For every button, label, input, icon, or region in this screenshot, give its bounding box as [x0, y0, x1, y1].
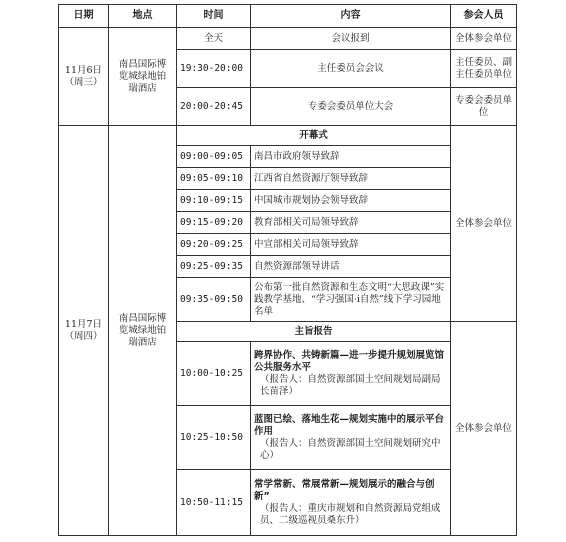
content-cell: 自然资源部领导讲话: [251, 256, 451, 278]
talk-title: 蓝图已绘、落地生花—规划实施中的展示平台作用: [254, 413, 445, 437]
time-cell: 10:00-10:25: [177, 342, 251, 406]
content-cell: 江西省自然资源厅领导致辞: [251, 168, 451, 190]
keynote-content-cell: [251, 406, 451, 470]
date-day2-line1: 11月7日: [64, 318, 103, 330]
schedule-table: [58, 4, 517, 536]
time-cell: 09:00-09:05: [177, 146, 251, 168]
time-cell: 09:15-09:20: [177, 212, 251, 234]
table-row: [59, 28, 517, 50]
content-cell: 公布第一批自然资源和生态文明“大思政课”实践教学基地、“学习强国·i自然”线下学习园地名单: [251, 278, 451, 322]
time-cell: 20:00-20:45: [177, 88, 251, 126]
keynote-content-cell: [251, 342, 451, 406]
venue-day1-line2: 览城绿地铂: [118, 70, 167, 82]
time-cell: 全天: [177, 28, 251, 50]
time-cell: 09:10-09:15: [177, 190, 251, 212]
keynote-content-cell: [251, 470, 451, 536]
content-cell: 专委会委员单位大会: [251, 88, 451, 126]
date-day1-line2: （周三）: [64, 76, 103, 88]
attendees-cell: 专委会委员单位: [451, 88, 517, 126]
header-attendees: 参会人员: [451, 5, 517, 28]
venue-day2-line3: 瑞酒店: [128, 336, 157, 348]
venue-cell-day2: [109, 126, 177, 536]
table-row: [59, 126, 517, 146]
content-cell: 中宣部相关司局领导致辞: [251, 234, 451, 256]
content-cell: 南昌市政府领导致辞: [251, 146, 451, 168]
venue-cell-day1: [109, 28, 177, 126]
date-cell-day1: [59, 28, 109, 126]
attendees-cell: 全体参会单位: [451, 28, 517, 50]
keynote-section-title: 主旨报告: [177, 322, 451, 342]
talk-title: 常学常新、常展常新—规划展示的融合与创新”: [254, 478, 435, 502]
header-time: 时间: [177, 5, 251, 28]
opening-section-title: 开幕式: [177, 126, 451, 146]
content-cell: 中国城市规划协会领导致辞: [251, 190, 451, 212]
time-cell: 10:50-11:15: [177, 470, 251, 536]
time-cell: 19:30-20:00: [177, 50, 251, 88]
attendees-cell: 主任委员、副主任委员单位: [451, 50, 517, 88]
header-venue: 地点: [109, 5, 177, 28]
talk-reporter: （报告人：重庆市规划和自然资源局党组成员、二级巡视员桑东升）: [260, 502, 441, 526]
table-header-row: [59, 5, 517, 28]
content-cell: 教育部相关司局领导致辞: [251, 212, 451, 234]
time-cell: 09:20-09:25: [177, 234, 251, 256]
header-content: 内容: [251, 5, 451, 28]
venue-day1-line1: 南昌国际博: [118, 58, 167, 70]
time-cell: 09:35-09:50: [177, 278, 251, 322]
date-cell-day2: [59, 126, 109, 536]
date-day2-line2: （周四）: [64, 330, 103, 342]
venue-day2-line1: 南昌国际博: [118, 312, 167, 324]
keynote-attendees-cell: 全体参会单位: [451, 322, 517, 536]
opening-attendees-cell: 全体参会单位: [451, 126, 517, 322]
date-day1-line1: 11月6日: [64, 64, 103, 76]
talk-title: 跨界协作、共铸新篇—进一步提升规划展览馆公共服务水平: [254, 349, 445, 373]
time-cell: 10:25-10:50: [177, 406, 251, 470]
content-cell: 主任委员会会议: [251, 50, 451, 88]
time-cell: 09:05-09:10: [177, 168, 251, 190]
content-cell: 会议报到: [251, 28, 451, 50]
talk-reporter: （报告人：自然资源部国土空间规划研究中心）: [260, 437, 441, 461]
talk-reporter: （报告人：自然资源部国土空间规划局副局长苗泽）: [260, 373, 441, 397]
venue-day2-line2: 览城绿地铂: [118, 324, 167, 336]
time-cell: 09:25-09:35: [177, 256, 251, 278]
header-date: 日期: [59, 5, 109, 28]
venue-day1-line3: 瑞酒店: [128, 82, 157, 94]
